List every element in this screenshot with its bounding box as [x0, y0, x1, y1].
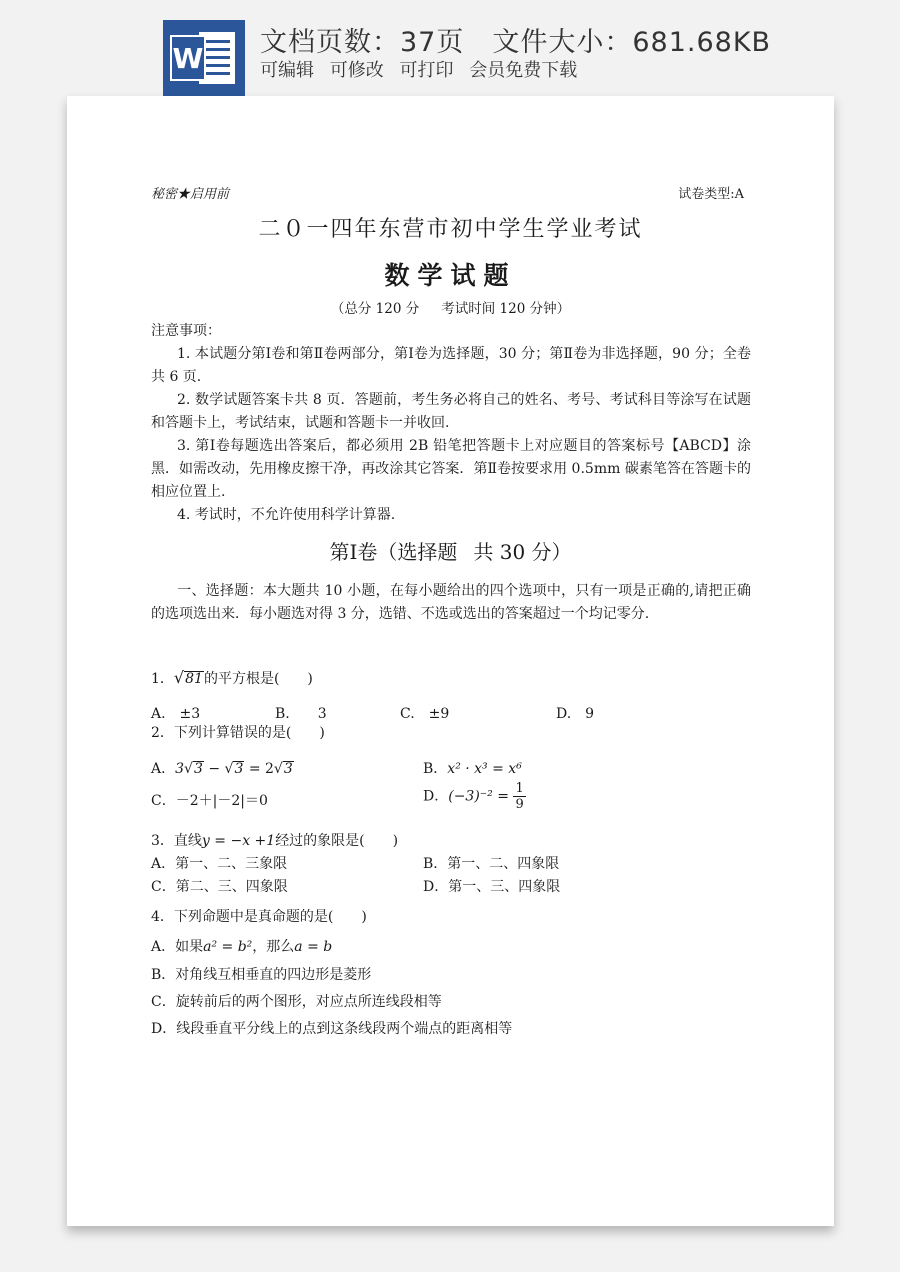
q3-option-a: A．第一、二、三象限	[151, 856, 288, 872]
q1-option-a: A. ±3	[151, 706, 201, 722]
file-size: 文件大小：681.68KB	[492, 27, 772, 58]
feature-printable: 可打印	[399, 60, 454, 81]
q1-option-c: C. ±9	[400, 706, 450, 722]
note-item-3: 3. 第Ⅰ卷每题选出答案后，都必须用 2B 铅笔把答题卡上对应题目的答案标号【ABCD】涂黑．如需改动，先用橡皮擦干净，再改涂其它答案．第Ⅱ卷按要求用 0.5mm 碳素笔答在答题卡的相应位置上.	[151, 438, 751, 500]
q2-fraction: $\frac{1}{9}$	[515, 781, 524, 812]
q4-option-a: A．如果a² = b²，那么a = b	[151, 939, 333, 955]
exam-duration: 考试时间 120 分钟）	[441, 301, 571, 317]
exam-meta	[67, 297, 834, 317]
question-3: 3．直线y = −x +1经过的象限是( )	[151, 833, 399, 849]
word-logo-letter: W	[172, 42, 204, 75]
total-score: （总分 120 分	[330, 301, 420, 317]
q3-option-d: D．第一、三、四象限	[423, 879, 561, 895]
q3-option-b: B．第一、二、四象限	[423, 856, 560, 872]
feature-editable: 可编辑	[260, 60, 314, 81]
q4-option-d: D．线段垂直平分线上的点到这条线段两个端点的距离相等	[151, 1021, 513, 1037]
q4-option-c: C．旋转前后的两个图形，对应点所连线段相等	[151, 994, 442, 1010]
question-2: 2．下列计算错误的是( )	[151, 725, 325, 741]
file-info	[260, 20, 771, 59]
paper-type: 试卷类型:A	[678, 187, 744, 202]
section-intro: 一、选择题：本大题共 10 小题，在每小题给出的四个选项中，只有一项是正确的,请把正确的选项选出来．每小题选对得 3 分，选错、不选或选出的答案超过一个均记零分.	[151, 583, 751, 622]
feature-member-download: 会员免费下载	[469, 60, 578, 81]
q1-option-b: B. 3	[275, 706, 327, 722]
exam-paper-page	[67, 96, 834, 1226]
section-title: 第Ⅰ卷（选择题 共 30 分）	[329, 540, 572, 564]
q2-option-d: D．(−3)⁻² = $\frac{1}{9}$	[423, 781, 524, 812]
notes-heading: 注意事项：	[151, 323, 221, 339]
exam-title: 二０一四年东营市初中学生学业考试	[258, 217, 643, 242]
q2-option-a: A．3√3 − √3 = 2√3	[151, 761, 293, 777]
note-item-1: 1. 本试题分第Ⅰ卷和第Ⅱ卷两部分，第Ⅰ卷为选择题，30 分；第Ⅱ卷为非选择题，90 分；全卷共 6 页.	[151, 346, 751, 385]
q1-option-d: D. 9	[556, 706, 595, 722]
q2-option-b: B．x² · x³ = x⁶	[423, 761, 522, 777]
subject-title: 数学试题	[384, 261, 517, 290]
note-item-2: 2. 数学试题答案卡共 8 页．答题前，考生务必将自己的姓名、考号、考试科目等涂写在试题和答题卡上，考试结束，试题和答题卡一并收回.	[151, 392, 751, 431]
q1-radicand: 81	[185, 671, 203, 687]
word-document-icon	[163, 20, 245, 96]
note-item-4: 4. 考试时，不允许使用科学计算器.	[177, 507, 396, 523]
question-1: 1．√81的平方根是( )	[151, 668, 313, 687]
feature-modifiable: 可修改	[329, 60, 384, 81]
feature-list	[260, 56, 587, 82]
q4-option-b: B．对角线互相垂直的四边形是菱形	[151, 967, 372, 983]
question-4: 4．下列命题中是真命题的是( )	[151, 909, 367, 925]
download-banner	[0, 0, 900, 100]
q3-option-c: C．第二、三、四象限	[151, 879, 288, 895]
confidential-mark: 秘密★启用前	[151, 187, 230, 202]
q2-option-c: C．－2＋|－2|＝0	[151, 793, 268, 809]
page-count: 文档页数：37页	[260, 27, 465, 58]
